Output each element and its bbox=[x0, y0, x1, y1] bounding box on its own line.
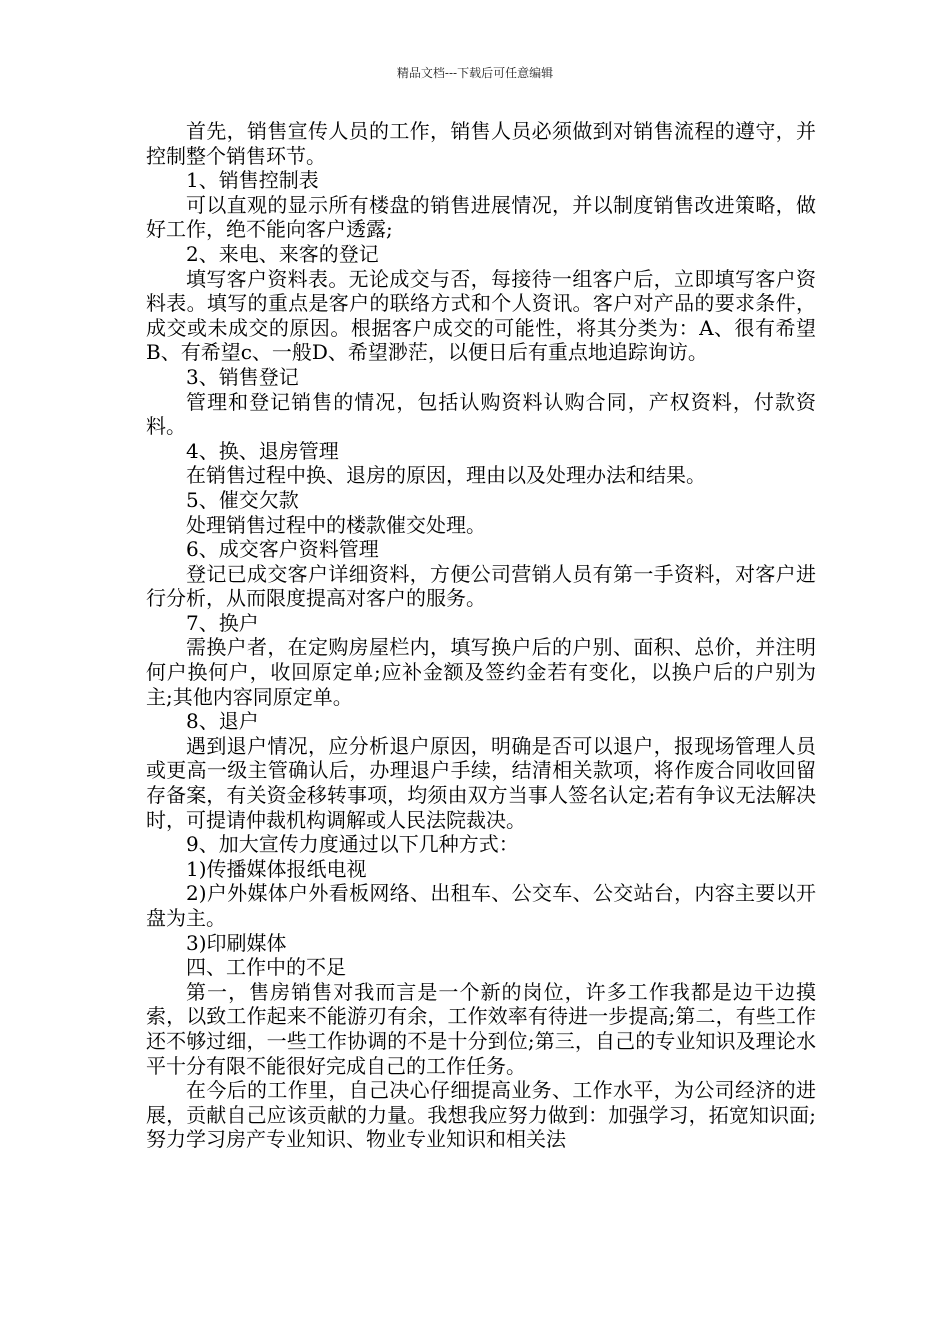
page-header: 精品文档---下载后可任意编辑 bbox=[396, 66, 554, 80]
paragraph: 管理和登记销售的情况，包括认购资料认购合同，产权资料，付款资料。 bbox=[146, 389, 816, 439]
section-heading: 9、加大宣传力度通过以下几种方式： bbox=[186, 832, 519, 857]
section-heading: 1、销售控制表 bbox=[186, 168, 319, 193]
paragraph: 需换户者，在定购房屋栏内，填写换户后的户别、面积、总价，并注明何户换何户，收回原定单;应补金额及签约金若有变化，以换户后的户别为主;其他内容同原定单。 bbox=[146, 635, 816, 709]
paragraph: 填写客户资料表。无论成交与否，每接待一组客户后，立即填写客户资料表。填写的重点是客户的联络方式和个人资讯。客户对产品的要求条件，成交或未成交的原因。根据客户成交的可能性，将其分类为：A、很有希望B、有希望c、一般D、希望渺茫，以便日后有重点地追踪询访。 bbox=[146, 266, 816, 365]
list-item: 3)印刷媒体 bbox=[186, 930, 287, 955]
section-heading: 8、退户 bbox=[186, 709, 259, 734]
paragraph: 首先，销售宣传人员的工作，销售人员必须做到对销售流程的遵守，并控制整个销售环节。 bbox=[146, 119, 816, 168]
section-heading: 4、换、退房管理 bbox=[186, 438, 339, 463]
document-body bbox=[146, 119, 816, 1152]
section-heading: 5、催交欠款 bbox=[186, 487, 299, 512]
paragraph: 在销售过程中换、退房的原因，理由以及处理办法和结果。 bbox=[186, 463, 706, 488]
section-heading: 6、成交客户资料管理 bbox=[186, 537, 379, 562]
section-heading: 3、销售登记 bbox=[186, 364, 299, 389]
paragraph: 处理销售过程中的楼款催交处理。 bbox=[186, 512, 486, 537]
list-item: 1)传播媒体报纸电视 bbox=[186, 856, 367, 881]
paragraph: 第一，售房销售对我而言是一个新的岗位，许多工作我都是边干边摸索，以致工作起来不能游刃有余，工作效率有待进一步提高;第二，有些工作还不够过细，一些工作协调的不是十分到位;第三，自己的专业知识及理论水平十分有限不能很好完成自己的工作任务。 bbox=[146, 979, 816, 1078]
paragraph: 可以直观的显示所有楼盘的销售进展情况，并以制度销售改进策略，做好工作，绝不能向客户透露; bbox=[146, 192, 816, 242]
section-heading: 2、来电、来客的登记 bbox=[186, 241, 379, 266]
paragraph: 在今后的工作里，自己决心仔细提高业务、工作水平，为公司经济的进展，贡献自己应该贡献的力量。我想我应努力做到：加强学习，拓宽知识面;努力学习房产专业知识、物业专业知识和相关法 bbox=[146, 1078, 816, 1152]
section-heading: 四、工作中的不足 bbox=[186, 955, 346, 980]
paragraph: 遇到退户情况，应分析退户原因，明确是否可以退户，报现场管理人员或更高一级主管确认后，办理退户手续，结清相关款项，将作废合同收回留存备案，有关资金移转事项，均须由双方当事人签名认定;若有争议无法解决时，可提请仲裁机构调解或人民法院裁决。 bbox=[146, 733, 816, 832]
section-heading: 7、换户 bbox=[186, 610, 259, 635]
list-item: 2)户外媒体户外看板网络、出租车、公交车、公交站台，内容主要以开盘为主。 bbox=[146, 881, 816, 930]
paragraph: 登记已成交客户详细资料，方便公司营销人员有第一手资料，对客户进行分析，从而限度提高对客户的服务。 bbox=[146, 561, 816, 611]
